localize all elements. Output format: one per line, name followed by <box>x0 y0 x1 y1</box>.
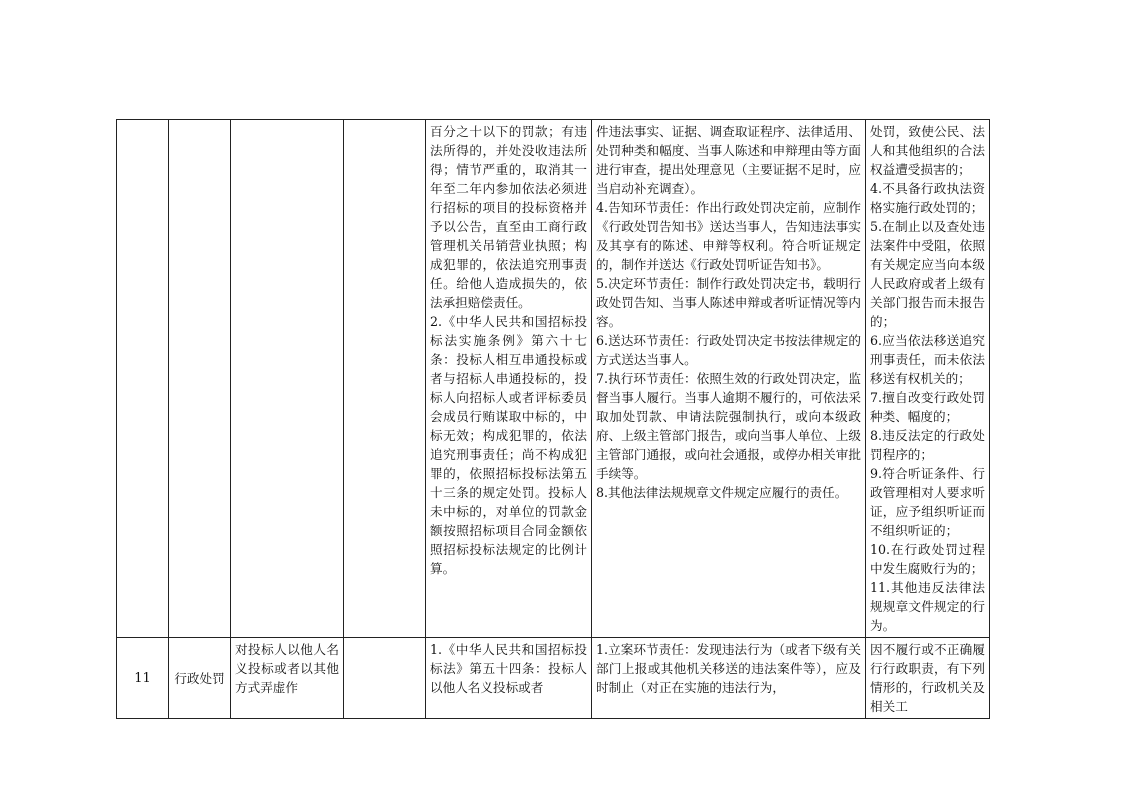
row-index-cell <box>117 120 169 638</box>
power-type-cell: 行政处罚 <box>169 638 231 719</box>
table-row <box>117 120 990 638</box>
responsibility-paragraph: 件违法事实、证据、调查取证程序、法律适用、处罚种类和幅度、当事人陈述和申辩理由等方面进行审查，提出处理意见（主要证据不足时，应当启动补充调查）。 <box>596 124 861 196</box>
accountability-paragraph: 7.擅自改变行政处罚种类、幅度的； <box>870 390 985 424</box>
legal-basis-cell <box>426 638 592 719</box>
accountability-paragraph: 8.违反法定的行政处罚程序的； <box>870 428 985 462</box>
responsibility-cell <box>592 638 866 719</box>
power-name-cell: 对投标人以他人名义投标或者以其他方式弄虚作 <box>231 638 344 719</box>
responsibility-paragraph: 6.送达环节责任：行政处罚决定书按法律规定的方式送达当事人。 <box>596 333 861 367</box>
legal-basis-cell <box>426 120 592 638</box>
accountability-cell <box>866 120 990 638</box>
sub-item-cell <box>344 120 426 638</box>
accountability-paragraph: 处罚，致使公民、法人和其他组织的合法权益遭受损害的； <box>870 124 985 177</box>
legal-basis-paragraph: 2.《中华人民共和国招标投标法实施条例》第六十七条：投标人相互串通投标或者与招标人串通投标的，投标人向招标人或者评标委员会成员行贿谋取中标的，中标无效；构成犯罪的，依法追究刑事责任；尚不构成犯罪的，依照招标投标法第五十三条的规定处罚。投标人未中标的，对单位的罚款金额按照招标项目合同金额依照招标投标法规定的比例计算。 <box>430 314 587 576</box>
row-index-cell: 11 <box>117 638 169 719</box>
accountability-paragraph: 5.在制止以及查处违法案件中受阻，依照有关规定应当向本级人民政府或者上级有关部门报告而未报告的； <box>870 219 985 329</box>
accountability-paragraph: 11.其他违反法律法规规章文件规定的行为。 <box>870 580 985 633</box>
legal-basis-paragraph: 百分之十以下的罚款；有违法所得的，并处没收违法所得；情节严重的，取消其一年至二年内参加依法必须进行招标的项目的投标资格并予以公告，直至由工商行政管理机关吊销营业执照；构成犯罪的，依法追究刑事责任。给他人造成损失的，依法承担赔偿责任。 <box>430 124 587 310</box>
sub-item-cell <box>344 638 426 719</box>
accountability-paragraph: 因不履行或不正确履行行政职责，有下列情形的，行政机关及相关工 <box>870 642 985 714</box>
accountability-paragraph: 9.符合听证条件、行政管理相对人要求听证，应予组织听证而不组织听证的； <box>870 466 985 538</box>
power-responsibility-table <box>116 119 990 719</box>
responsibility-paragraph: 1.立案环节责任：发现违法行为（或者下级有关部门上报或其他机关移送的违法案件等），应及时制止（对正在实施的违法行为， <box>596 642 861 695</box>
legal-basis-paragraph: 1.《中华人民共和国招标投标法》第五十四条：投标人以他人名义投标或者 <box>430 642 587 695</box>
accountability-paragraph: 10.在行政处罚过程中发生腐败行为的； <box>870 542 985 576</box>
accountability-paragraph: 4.不具备行政执法资格实施行政处罚的； <box>870 181 985 215</box>
responsibility-paragraph: 7.执行环节责任：依照生效的行政处罚决定，监督当事人履行。当事人逾期不履行的，可依法采取加处罚款、申请法院强制执行，或向本级政府、上级主管部门报告，或向当事人单位、上级主管部门通报，或向社会通报，或停办相关审批手续等。 <box>596 371 861 481</box>
responsibility-paragraph: 8.其他法律法规规章文件规定应履行的责任。 <box>596 485 848 500</box>
power-type-cell <box>169 120 231 638</box>
accountability-paragraph: 6.应当依法移送追究刑事责任，而未依法移送有权机关的； <box>870 333 985 386</box>
power-name-cell <box>231 120 344 638</box>
responsibility-cell <box>592 120 866 638</box>
responsibility-paragraph: 5.决定环节责任：制作行政处罚决定书，载明行政处罚告知、当事人陈述申辩或者听证情况等内容。 <box>596 276 861 329</box>
table-row <box>117 638 990 719</box>
responsibility-paragraph: 4.告知环节责任：作出行政处罚决定前，应制作《行政处罚告知书》送达当事人，告知违法事实及其享有的陈述、申辩等权利。符合听证规定的，制作并送达《行政处罚听证告知书》。 <box>596 200 861 272</box>
accountability-cell <box>866 638 990 719</box>
